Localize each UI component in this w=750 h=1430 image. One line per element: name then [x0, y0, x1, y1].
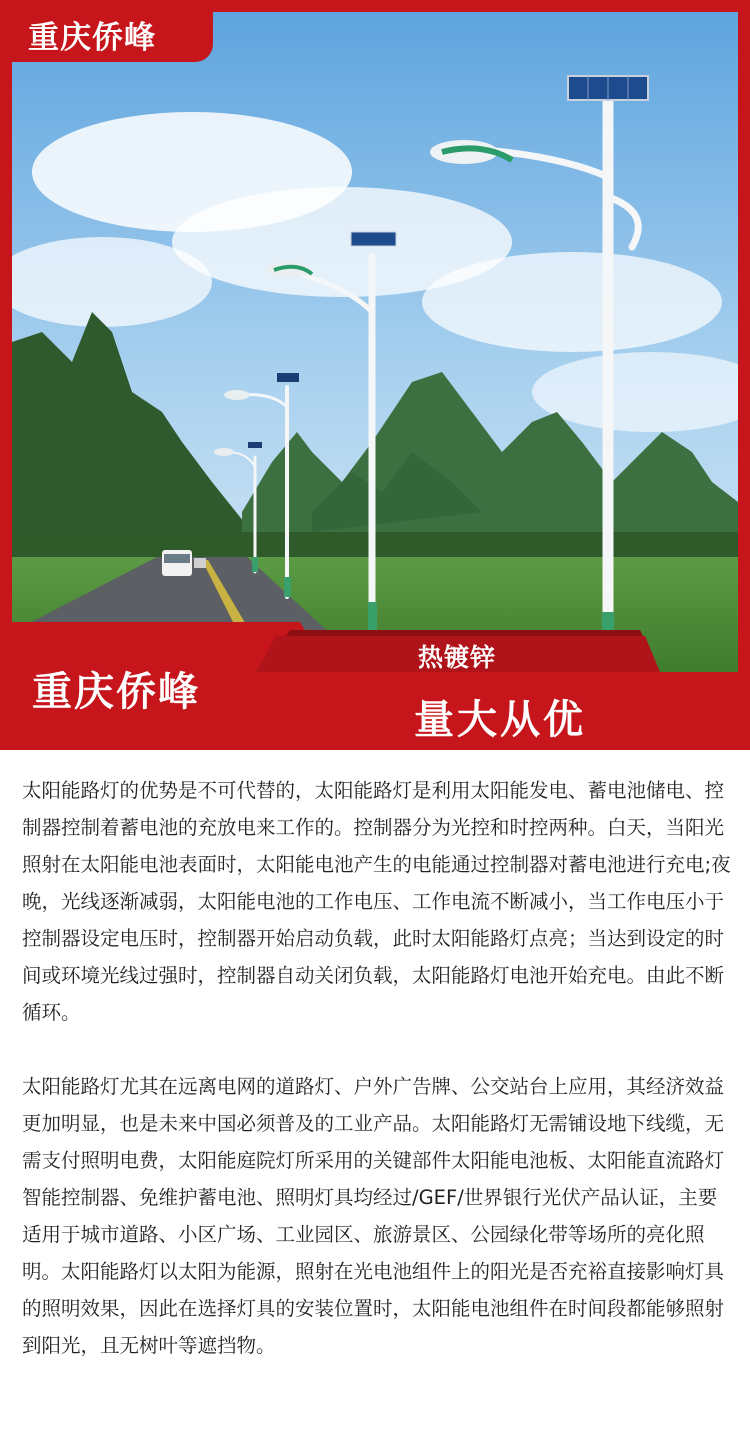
product-description — [22, 772, 734, 1364]
sales-slogan: 量大从优 — [414, 697, 586, 743]
corner-brand-label: 重庆侨峰 — [28, 20, 156, 56]
description-paragraph-1: 太阳能路灯的优势是不可代替的，太阳能路灯是利用太阳能发电、蓄电池储电、控制器控制着蓄电池的充放电来工作的。控制器分为光控和时控两种。白天，当阳光照射在太阳能电池表面时，太阳能电池产生的电能通过控制器对蓄电池进行充电;夜晚，光线逐渐减弱，太阳能电池的工作电压、工作电流不断减小，当工作电压小于控制器设定电压时，控制器开始启动负载，此时太阳能路灯点亮；当达到设定的时间或环境光线过强时，控制器自动关闭负载，太阳能路灯电池开始充电。由此不断循环。 — [22, 779, 731, 1024]
corner-brand-badge — [0, 0, 213, 62]
feature-tag: 热镀锌 — [418, 643, 497, 672]
brand-name: 重庆侨峰 — [32, 669, 200, 715]
description-paragraph-2: 太阳能路灯尤其在远离电网的道路灯、户外广告牌、公交站台上应用，其经济效益更加明显，也是未来中国必须普及的工业产品。太阳能路灯无需铺设地下线缆，无需支付照明电费，太阳能庭院灯所采用的关键部件太阳能电池板、太阳能直流路灯智能控制器、免维护蓄电池、照明灯具均经过/GEF/世界银行光伏产品认证，主要适用于城市道路、小区广场、工业园区、旅游景区、公园绿化带等场所的亮化照明。太阳能路灯以太阳为能源，照射在光电池组件上的阳光是否充裕直接影响灯具的照明效果，因此在选择灯具的安装位置时，太阳能电池组件在时间段都能够照射到阳光，且无树叶等遮挡物。 — [22, 1075, 725, 1357]
street-light-photo — [12, 12, 738, 672]
